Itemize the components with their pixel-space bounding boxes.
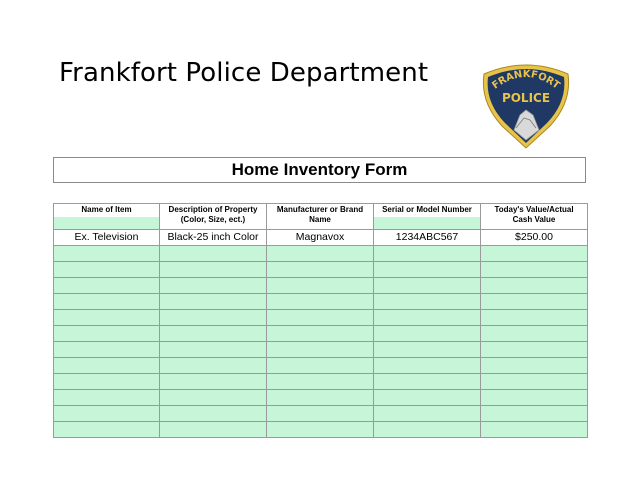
input-cell[interactable] bbox=[160, 422, 267, 438]
table-row bbox=[54, 406, 588, 422]
input-cell[interactable] bbox=[481, 310, 588, 326]
example-cell: Black-25 inch Color bbox=[160, 230, 267, 246]
input-cell[interactable] bbox=[481, 294, 588, 310]
input-cell[interactable] bbox=[54, 310, 160, 326]
input-cell[interactable] bbox=[54, 374, 160, 390]
input-cell[interactable] bbox=[374, 262, 481, 278]
column-header-label: Name of Item bbox=[81, 205, 132, 214]
input-cell[interactable] bbox=[374, 406, 481, 422]
column-header bbox=[54, 204, 160, 230]
column-header-sublabel: Cash Value bbox=[512, 215, 556, 224]
input-cell[interactable] bbox=[374, 294, 481, 310]
input-cell[interactable] bbox=[160, 374, 267, 390]
input-cell[interactable] bbox=[160, 390, 267, 406]
input-cell[interactable] bbox=[267, 374, 374, 390]
input-cell[interactable] bbox=[481, 390, 588, 406]
input-cell[interactable] bbox=[160, 294, 267, 310]
column-header bbox=[374, 204, 481, 230]
input-cell[interactable] bbox=[160, 278, 267, 294]
inventory-table bbox=[53, 203, 588, 438]
input-cell[interactable] bbox=[481, 278, 588, 294]
input-cell[interactable] bbox=[374, 246, 481, 262]
input-cell[interactable] bbox=[54, 406, 160, 422]
input-cell[interactable] bbox=[54, 422, 160, 438]
badge-top-text: FRANKFORT bbox=[490, 68, 562, 92]
column-header-label: Description of Property bbox=[168, 205, 258, 214]
input-cell[interactable] bbox=[374, 310, 481, 326]
table-row bbox=[54, 342, 588, 358]
input-cell[interactable] bbox=[374, 422, 481, 438]
input-cell[interactable] bbox=[267, 246, 374, 262]
input-cell[interactable] bbox=[481, 246, 588, 262]
example-cell: $250.00 bbox=[481, 230, 588, 246]
table-row bbox=[54, 246, 588, 262]
input-cell[interactable] bbox=[267, 262, 374, 278]
example-cell: Ex. Television bbox=[54, 230, 160, 246]
input-cell[interactable] bbox=[374, 326, 481, 342]
input-cell[interactable] bbox=[54, 390, 160, 406]
input-cell[interactable] bbox=[54, 278, 160, 294]
input-cell[interactable] bbox=[267, 326, 374, 342]
input-cell[interactable] bbox=[54, 342, 160, 358]
column-header-label: Serial or Model Number bbox=[382, 205, 472, 214]
input-cell[interactable] bbox=[267, 342, 374, 358]
table-row bbox=[54, 326, 588, 342]
input-cell[interactable] bbox=[481, 342, 588, 358]
input-cell[interactable] bbox=[160, 406, 267, 422]
table-row bbox=[54, 358, 588, 374]
input-cell[interactable] bbox=[160, 262, 267, 278]
input-cell[interactable] bbox=[54, 294, 160, 310]
input-cell[interactable] bbox=[160, 310, 267, 326]
input-cell[interactable] bbox=[374, 374, 481, 390]
input-cell[interactable] bbox=[481, 326, 588, 342]
input-cell[interactable] bbox=[267, 422, 374, 438]
form-title: Home Inventory Form bbox=[53, 157, 586, 183]
input-cell[interactable] bbox=[54, 262, 160, 278]
input-cell[interactable] bbox=[54, 326, 160, 342]
input-cell[interactable] bbox=[374, 358, 481, 374]
input-cell[interactable] bbox=[267, 294, 374, 310]
department-title: Frankfort Police Department bbox=[59, 58, 429, 88]
police-badge-icon bbox=[480, 60, 572, 150]
input-cell[interactable] bbox=[267, 406, 374, 422]
input-cell[interactable] bbox=[54, 358, 160, 374]
example-row bbox=[54, 230, 588, 246]
table-row bbox=[54, 422, 588, 438]
input-cell[interactable] bbox=[374, 390, 481, 406]
badge-bottom-text: POLICE bbox=[501, 91, 551, 105]
example-cell: 1234ABC567 bbox=[374, 230, 481, 246]
input-cell[interactable] bbox=[481, 262, 588, 278]
header-input-field[interactable] bbox=[374, 217, 480, 229]
column-header bbox=[160, 204, 267, 230]
input-cell[interactable] bbox=[481, 406, 588, 422]
column-header-sublabel: Name bbox=[309, 215, 331, 224]
input-cell[interactable] bbox=[267, 390, 374, 406]
column-header-label: Manufacturer or Brand bbox=[276, 205, 364, 214]
input-cell[interactable] bbox=[160, 326, 267, 342]
input-cell[interactable] bbox=[160, 342, 267, 358]
input-cell[interactable] bbox=[481, 358, 588, 374]
table-row bbox=[54, 310, 588, 326]
input-cell[interactable] bbox=[160, 246, 267, 262]
table-row bbox=[54, 262, 588, 278]
column-header-sublabel: (Color, Size, ect.) bbox=[180, 215, 246, 224]
table-row bbox=[54, 374, 588, 390]
column-header bbox=[481, 204, 588, 230]
input-cell[interactable] bbox=[374, 342, 481, 358]
table-row bbox=[54, 294, 588, 310]
header-input-field[interactable] bbox=[54, 217, 159, 229]
input-cell[interactable] bbox=[54, 246, 160, 262]
table-row bbox=[54, 278, 588, 294]
input-cell[interactable] bbox=[374, 278, 481, 294]
input-cell[interactable] bbox=[267, 310, 374, 326]
input-cell[interactable] bbox=[481, 374, 588, 390]
input-cell[interactable] bbox=[267, 358, 374, 374]
input-cell[interactable] bbox=[160, 358, 267, 374]
input-cell[interactable] bbox=[481, 422, 588, 438]
input-cell[interactable] bbox=[267, 278, 374, 294]
table-header-row bbox=[54, 204, 588, 230]
column-header bbox=[267, 204, 374, 230]
example-cell: Magnavox bbox=[267, 230, 374, 246]
table-row bbox=[54, 390, 588, 406]
column-header-label: Today's Value/Actual bbox=[494, 205, 574, 214]
